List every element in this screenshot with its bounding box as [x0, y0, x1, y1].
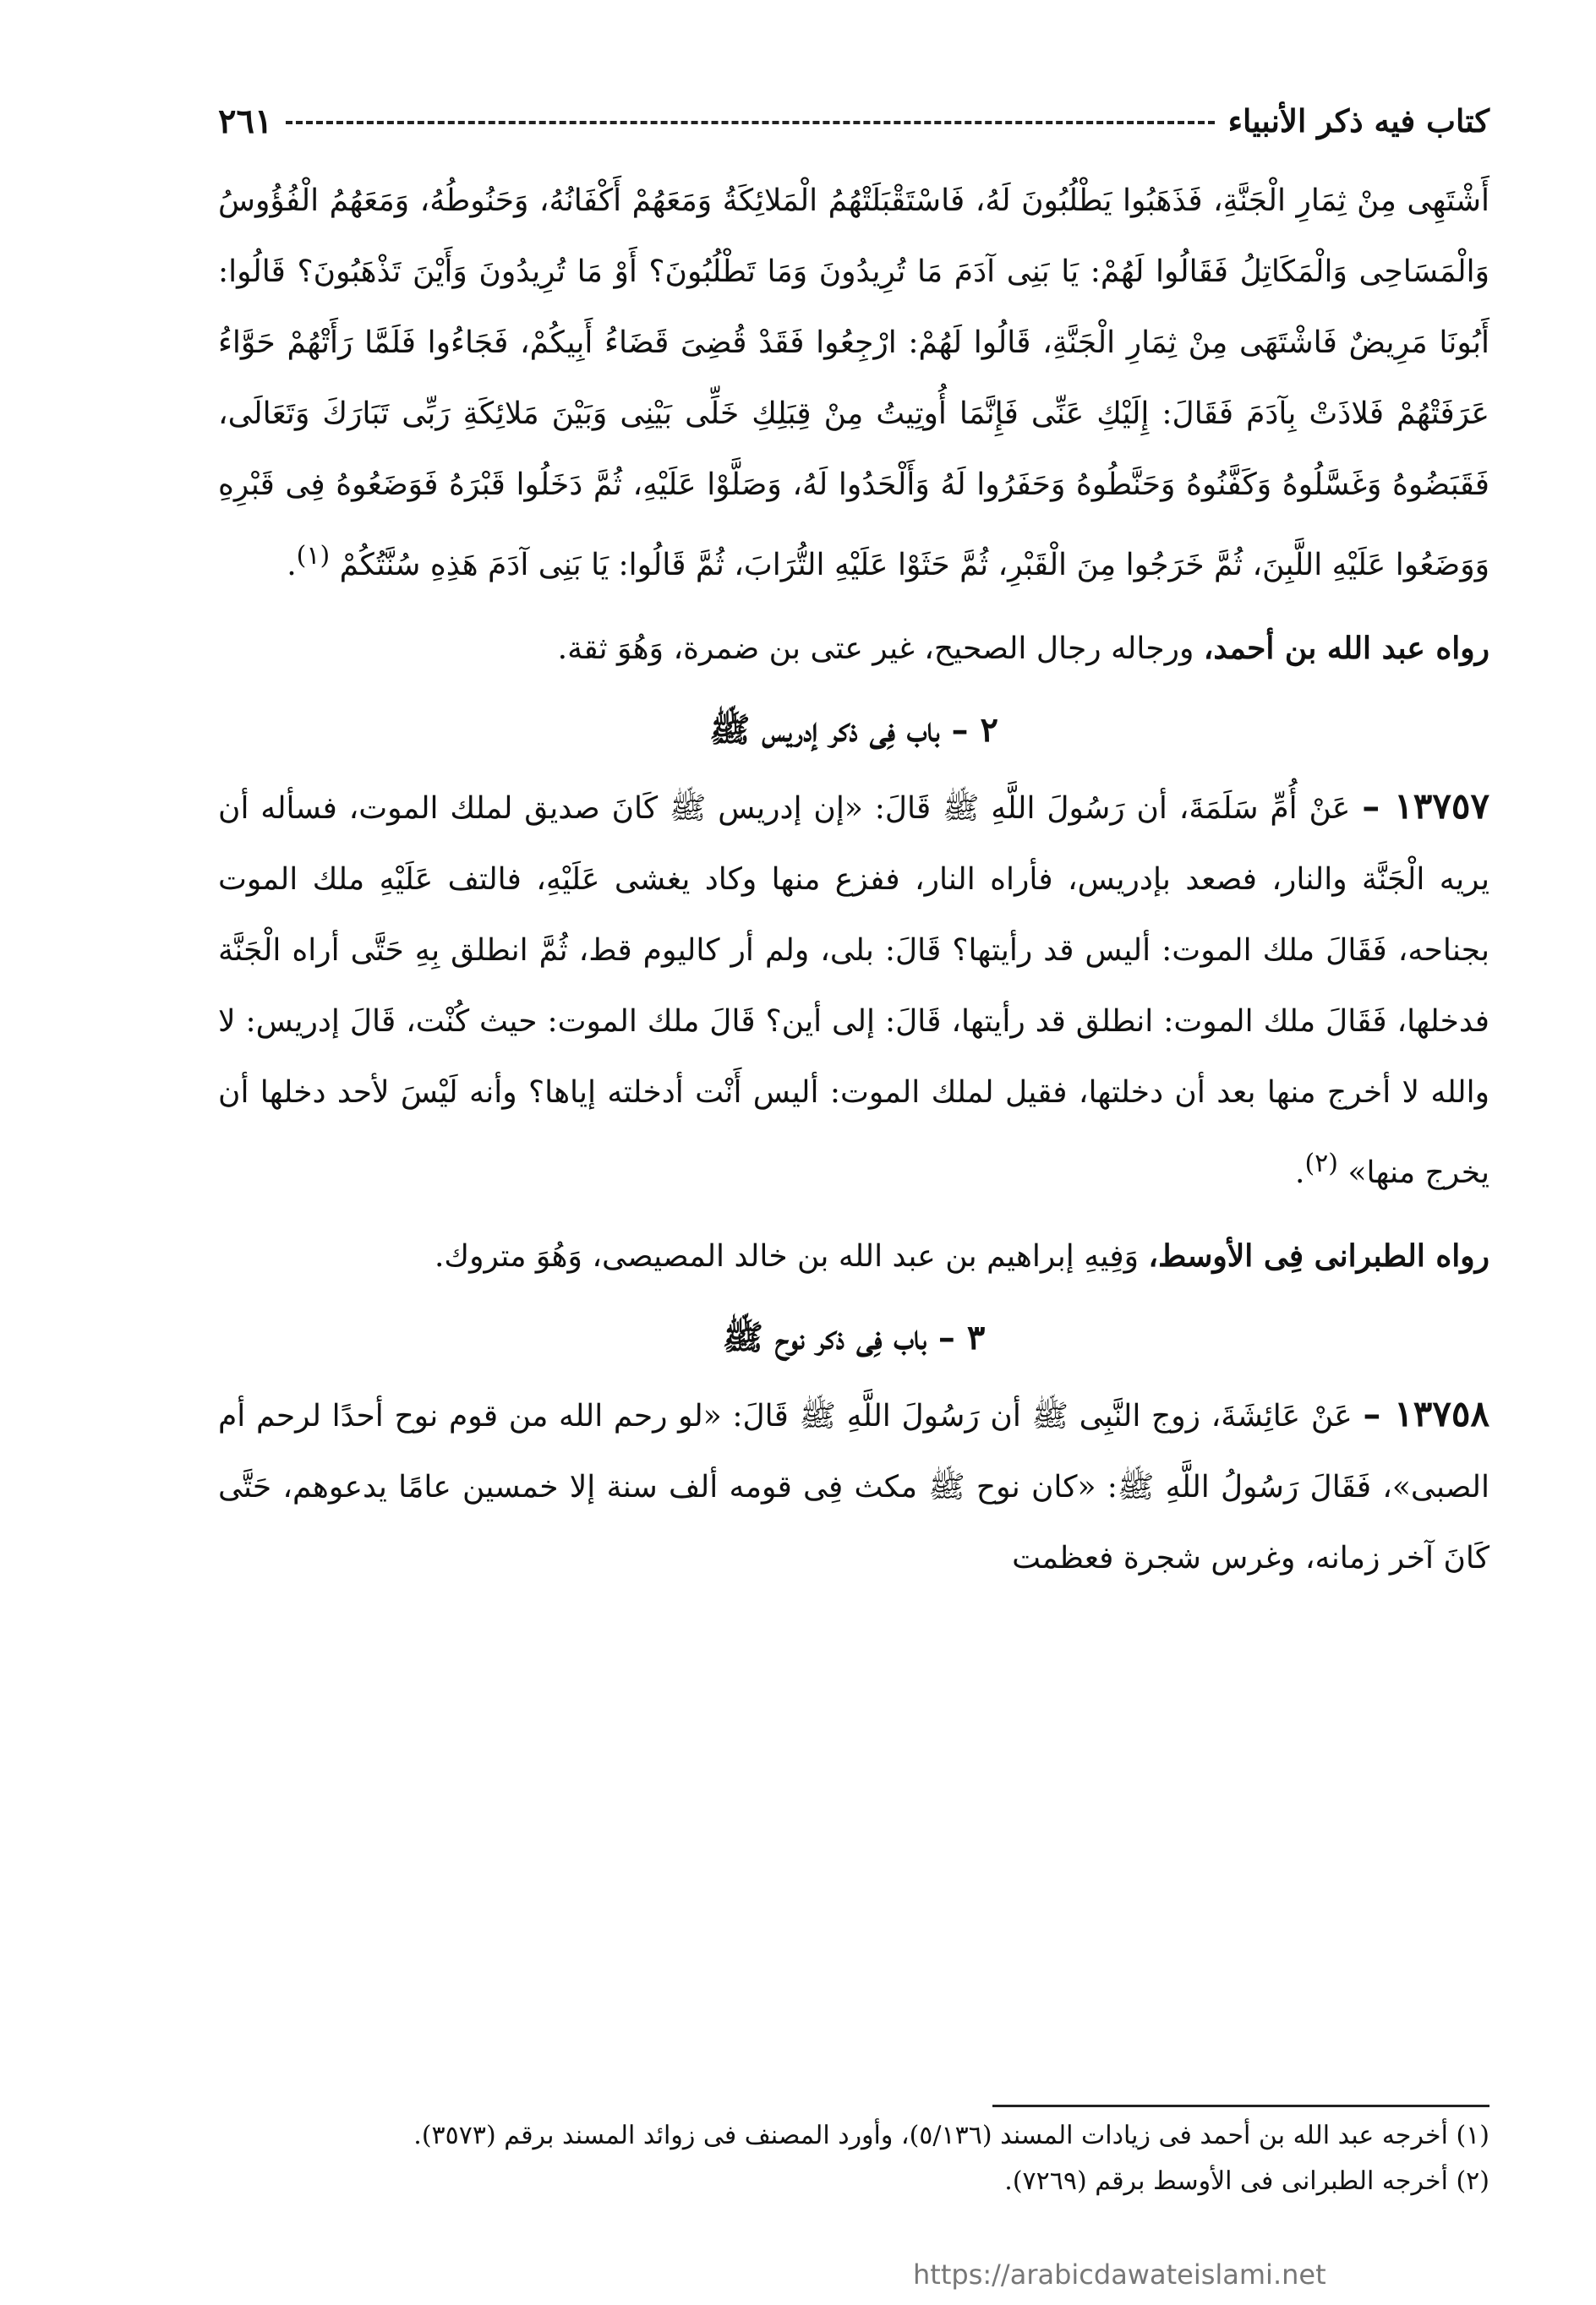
paragraph-adam-death	[218, 166, 1489, 601]
header-dashed-rule	[286, 121, 1214, 124]
footnote-ref-1: (١)	[296, 541, 331, 571]
narration-text: ورجاله رجال الصحيح، غير عتى بن ضمرة، وَهُوَ ثقة.	[557, 631, 1194, 666]
footnote-separator	[992, 2105, 1489, 2107]
hadith-number: ١٣٧٥٧ –	[1362, 785, 1489, 827]
running-header	[218, 91, 1489, 150]
paragraph-text: أَشْتَهِى مِنْ ثِمَارِ الْجَنَّةِ، فَذَهَبُوا يَطْلُبُونَ لَهُ، فَاسْتَقْبَلَتْهُمُ الْمَلائِكَةُ وَمَعَهُمْ أَكْفَانُهُ، وَحَنُوطُهُ، وَمَعَهُمُ الْفُؤُوسُ وَالْمَسَاحِى وَالْمَكَاتِلُ فَقَالُوا لَهُمْ: يَا بَنِى آدَمَ مَا تُرِيدُونَ وَمَا تَطْلُبُونَ؟ أَوْ مَا تُرِيدُونَ وَأَيْنَ تَذْهَبُونَ؟ قَالُوا: أَبُونَا مَرِيضٌ فَاشْتَهَى مِنْ ثِمَارِ الْجَنَّةِ، قَالُوا لَهُمْ: ارْجِعُوا فَقَدْ قُضِىَ قَضَاءُ أَبِيكُمْ، فَجَاءُوا فَلَمَّا رَأَتْهُمْ حَوَّاءُ عَرَفَتْهُمْ فَلاذَتْ بِآدَمَ فَقَالَ: إِلَيْكِ عَنِّى فَإِنَّمَا أُوتِيتُ مِنْ قِبَلِكِ خَلِّى بَيْنِى وَبَيْنَ مَلائِكَةِ رَبِّى تَبَارَكَ وَتَعَالَى، فَقَبَضُوهُ وَغَسَّلُوهُ وَكَفَّنُوهُ وَحَنَّطُوهُ وَحَفَرُوا لَهُ وَأَلْحَدُوا لَهُ، وَصَلَّوْا عَلَيْهِ، ثُمَّ دَخَلُوا قَبْرَهُ فَوَضَعُوهُ فِى قَبْرِهِ وَوَضَعُوا عَلَيْهِ اللَّبِنَ، ثُمَّ خَرَجُوا مِنَ الْقَبْرِ، ثُمَّ حَثَوْا عَلَيْهِ التُّرَابَ، ثُمَّ قَالُوا: يَا بَنِى آدَمَ هَذِهِ سُنَّتُكُمْ	[218, 183, 1489, 582]
section-heading-idris: ٢ – باب فِى ذكر إدريس ﷺ	[709, 710, 998, 750]
section-heading-nuh: ٣ – باب فِى ذكر نوح ﷺ	[722, 1318, 986, 1357]
footnote-ref-2: (٢)	[1304, 1149, 1338, 1178]
hadith-text: عَنْ أُمِّ سَلَمَةَ، أن رَسُولَ اللَّهِ ﷺ قَالَ: «إن إدريس ﷺ كَانَ صديق لملك الموت، فسأله أن يريه الْجَنَّة والنار، فصعد بإدريس، فأراه النار، ففزع منها وكاد يغشى عَلَيْهِ، فالتف عَلَيْهِ ملك الموت بجناحه، فَقَالَ ملك الموت: أليس قد رأيتها؟ قَالَ: بلى، ولم أر كاليوم قط، ثُمَّ انطلق بِهِ حَتَّى أراه الْجَنَّة فدخلها، فَقَالَ ملك الموت: انطلق قد رأيتها، قَالَ: إلى أين؟ قَالَ ملك الموت: حيث كُنْت، قَالَ إدريس: لا والله لا أخرج منها بعد أن دخلتها، فقيل لملك الموت: أليس أَنْت أدخلته إياها؟ وأنه لَيْسَ لأحد دخلها أن يخرج منها»	[218, 791, 1489, 1190]
narration-note-1	[218, 613, 1489, 685]
narration-note-2	[218, 1221, 1489, 1292]
period: .	[287, 548, 297, 582]
footnote-1: (١) أخرجه عبد الله بن أحمد فى زيادات المسند (٥/١٣٦)، وأورد المصنف فى زوائد المسند برقم (٣٥٧٣).	[413, 2121, 1489, 2150]
footnotes	[218, 2113, 1489, 2204]
hadith-text: عَنْ عَائِشَةَ، زوج النَّبِى ﷺ أن رَسُولَ اللَّهِ ﷺ قَالَ: «لو رحم الله من قوم نوح أحدًا لرحم أم الصبى»، فَقَالَ رَسُولُ اللَّهِ ﷺ: «كان نوح ﷺ مكث فِى قومه ألف سنة إلا خمسين عامًا يدعوهم، حَتَّى كَانَ آخر زمانه، وغرس شجرة فعظمت	[218, 1399, 1489, 1576]
page-number: ٢٦١	[218, 101, 273, 141]
main-text	[218, 166, 1489, 1594]
hadith-13758	[218, 1379, 1489, 1594]
narrator-source: رواه الطبرانى فِى الأوسط،	[1148, 1238, 1489, 1274]
period: .	[1294, 1155, 1305, 1190]
watermark-url: https://arabicdawateislami.net	[913, 2259, 1326, 2291]
footnote-2: (٢) أخرجه الطبرانى فى الأوسط برقم (٧٢٦٩).	[1004, 2166, 1489, 2196]
book-title: كتاب فيه ذكر الأنبياء	[1227, 102, 1489, 139]
narrator-source: رواه عبد الله بن أحمد،	[1203, 631, 1489, 666]
hadith-13757	[218, 771, 1489, 1209]
hadith-number: ١٣٧٥٨ –	[1363, 1393, 1489, 1434]
narration-text: وَفِيهِ إبراهيم بن عبد الله بن خالد المصيصى، وَهُوَ متروك.	[434, 1239, 1139, 1274]
